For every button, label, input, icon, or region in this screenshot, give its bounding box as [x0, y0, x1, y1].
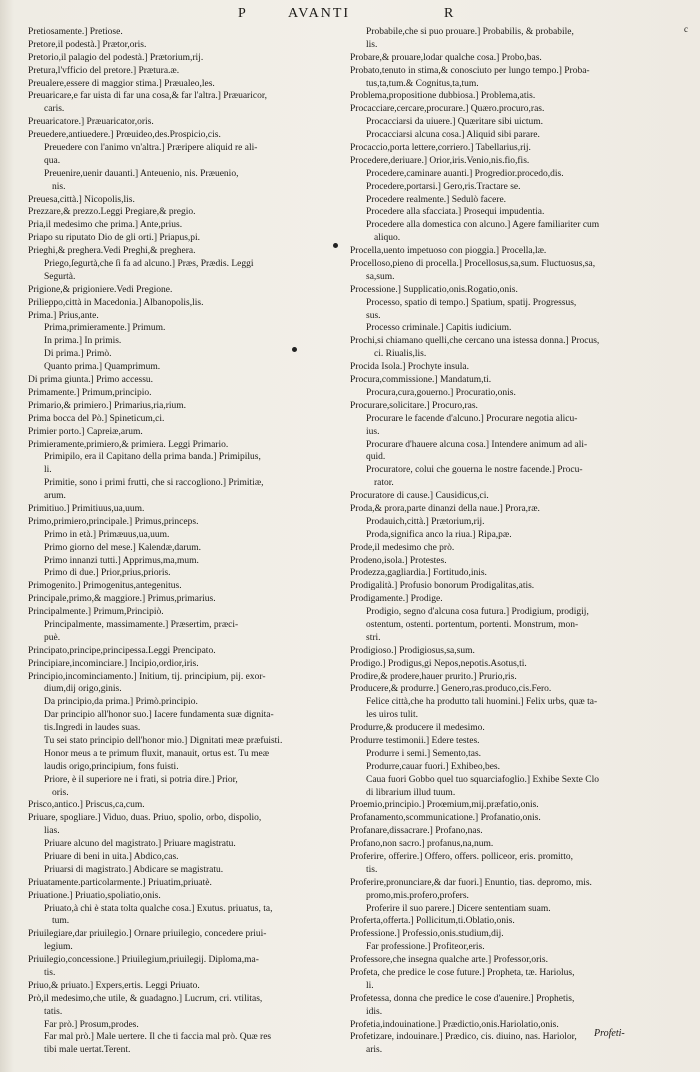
dictionary-entry-line: Procelloso,pieno di procella.] Procellosus,sa,sum. Fluctuosus,sa,: [350, 259, 596, 270]
dictionary-entry-line: Processo, spatio di tempo.] Spatium, spatij. Progressus,: [366, 297, 577, 308]
dictionary-entry-line: Primipilo, era il Capitano della prima banda.] Primipilus,: [44, 452, 261, 463]
dictionary-entry-line: oris.: [52, 787, 69, 798]
dictionary-entry-line: Profeta, che predice le cose future.] Propheta, tæ. Hariolus,: [350, 968, 575, 979]
dictionary-entry-line: ostentum, ostenti. portentum, portenti. Monstrum, mon-: [366, 619, 579, 630]
dictionary-entry-line: li.: [44, 465, 52, 476]
dictionary-entry-line: Profanare,dissacrare.] Profano,nas.: [350, 826, 483, 837]
dictionary-entry-line: Priuatamente.particolarmente.] Priuatim,priuatè.: [28, 877, 212, 888]
dictionary-entry-line: dium,dij origo,ginis.: [44, 684, 122, 695]
header-corner-mark: c: [684, 24, 690, 34]
dictionary-entry-line: Procedere,portarsi.] Gero,ris.Tractare se.: [366, 181, 521, 192]
dictionary-entry-line: Priore, è il superiore ne i frati, si potria dire.] Prior,: [44, 774, 238, 785]
right-column: [350, 26, 682, 1066]
dictionary-entry-line: Procaccio,porta lettere,corriero.] Tabellarius,rij.: [350, 143, 531, 154]
dictionary-entry-line: legium.: [44, 942, 73, 953]
dictionary-entry-line: ius.: [366, 426, 380, 437]
dictionary-entry-line: Primo innanzi tutti.] Apprimus,ma,mum.: [44, 555, 199, 566]
dictionary-entry-line: qua.: [44, 155, 61, 166]
dictionary-entry-line: Procacciarsi da uiuere.] Quæritare sibi uictum.: [366, 117, 544, 128]
dictionary-entry-line: tis.: [366, 864, 378, 875]
header-letter-right: R: [444, 6, 456, 21]
dictionary-entry-line: Priuare, spogliare.] Viduo, duas. Priuo, spolio, orbo, dispolio,: [28, 813, 262, 824]
dictionary-entry-line: Prilieppo,città in Macedonia.] Albanopolis,lis.: [28, 297, 204, 308]
dictionary-entry-line: Procurare,solicitare.] Procuro,ras.: [350, 400, 478, 411]
dictionary-entry-line: Produrre i semi.] Semento,tas.: [366, 748, 482, 759]
dictionary-entry-line: Prezzare,& prezzo.Leggi Pregiare,& pregio.: [28, 207, 196, 218]
dictionary-entry-line: tis.Ingredi in laudes suas.: [44, 723, 141, 734]
dictionary-entry-line: Probato,tenuto in stima,& conosciuto per lungo tempo.] Proba-: [350, 65, 590, 76]
header-title: AVANTI: [288, 6, 351, 21]
dictionary-entry-line: Primario,& primiero.] Primarius,ria,rium.: [28, 400, 187, 411]
dictionary-entry-line: Professione.] Professio,onis.studium,dij.: [350, 929, 504, 940]
dictionary-entry-line: Pretura,l'vfficio del pretore.] Prætura.æ.: [28, 65, 180, 76]
dictionary-entry-line: Procurare d'hauere alcuna cosa.] Intendere animum ad ali-: [366, 439, 588, 450]
dictionary-entry-line: Probare,& prouare,lodar qualche cosa.] Probo,bas.: [350, 52, 542, 63]
dictionary-entry-line: Primo giorno del mese.] Kalendæ,darum.: [44, 542, 201, 553]
dictionary-entry-line: Procedere,deriuare.] Orior,iris.Venio,nis.fio,fis.: [350, 155, 530, 166]
dictionary-entry-line: Professore,che insegna qualche arte.] Professor,oris.: [350, 955, 548, 966]
dictionary-entry-line: Far prò.] Prosum,prodes.: [44, 1019, 139, 1030]
dictionary-entry-line: Principato,principe,principessa.Leggi Prencipato.: [28, 645, 216, 656]
dictionary-entry-line: tis.: [44, 968, 56, 979]
dictionary-entry-line: Procella,uento impetuoso con pioggia.] Procella,læ.: [350, 246, 547, 257]
dictionary-entry-line: Prodigio, segno d'alcuna cosa futura.] Prodigium, prodigij,: [366, 607, 589, 618]
dictionary-entry-line: laudis origo,principium, fons fuisti.: [44, 761, 179, 772]
dictionary-entry-line: promo,mis.profero,profers.: [366, 890, 469, 901]
dictionary-entry-line: quid.: [366, 452, 386, 463]
dictionary-entry-line: Procuratore, colui che gouerna le nostre facende.] Procu-: [366, 465, 583, 476]
dictionary-entry-line: Prodezza,gagliardia.] Fortitudo,inis.: [350, 568, 487, 579]
dictionary-entry-line: rator.: [374, 478, 394, 489]
dictionary-entry-line: Priuato,à chi è stata tolta qualche cosa.] Exutus. priuatus, ta,: [44, 903, 273, 914]
dictionary-entry-line: Produrre testimonii.] Edere testes.: [350, 735, 480, 746]
dictionary-entry-line: Procurare le facende d'alcuno.] Procurare negotia alicu-: [366, 413, 578, 424]
dictionary-entry-line: Profetizare, indouinare.] Prædico, cis. diuino, nas. Hariolor,: [350, 1032, 577, 1043]
dictionary-entry-line: Di prima.] Primò.: [44, 349, 112, 360]
dictionary-entry-line: tus,ta,tum.& Cognitus,ta,tum.: [366, 78, 479, 89]
dictionary-entry-line: lias.: [44, 826, 60, 837]
dictionary-entry-line: Honor meus a te primum fluxit, manauit, ortus est. Tu meæ: [44, 748, 270, 759]
dictionary-entry-line: Priego,ſegurtà,che ſi fa ad alcuno.] Præs, Prædis. Leggi: [44, 259, 254, 270]
dictionary-entry-line: arum.: [44, 491, 66, 502]
dictionary-entry-line: Procedere,caminare auanti.] Progredior.procedo,dis.: [366, 168, 564, 179]
dictionary-entry-line: Prode,il medesimo che prò.: [350, 542, 455, 553]
dictionary-entry-line: Principalmente, massimamente.] Præsertim, præci-: [44, 619, 239, 630]
dictionary-entry-line: Primo di due.] Prior,prius,prioris.: [44, 568, 171, 579]
dictionary-entry-line: Primieramente,primiero,& primiera. Leggi Primario.: [28, 439, 229, 450]
dictionary-entry-line: Prò,il medesimo,che utile, & guadagno.] Lucrum, cri. vtilitas,: [28, 993, 263, 1004]
catchword: Profeti-: [594, 1028, 625, 1039]
dictionary-entry-line: Principalmente.] Primum,Principiò.: [28, 607, 164, 618]
dictionary-entry-line: Profanamento,scommunicatione.] Profanatio,onis.: [350, 813, 541, 824]
dictionary-entry-line: Profetia,indouinatione.] Prædictio,onis.Hariolatio,onis.: [350, 1019, 559, 1030]
dictionary-entry-line: Pretiosamente.] Pretiose.: [28, 27, 123, 37]
dictionary-entry-line: Principio,incominciamento.] Initium, tij. principium, pij. exor-: [28, 671, 266, 682]
dictionary-entry-line: Preuedere con l'animo vn'altra.] Præripere aliquid re ali-: [44, 143, 258, 154]
dictionary-entry-line: Priuatione.] Priuatio,spoliatio,onis.: [28, 890, 161, 901]
dictionary-entry-line: li.: [366, 980, 374, 991]
dictionary-entry-line: Procida Isola.] Prochyte insula.: [350, 362, 469, 373]
dictionary-entry-line: Priuo,& priuato.] Expers,ertis. Leggi Priuato.: [28, 980, 200, 991]
dictionary-entry-line: Procedere alla sfacciata.] Prosequi impudentia.: [366, 207, 545, 218]
dictionary-entry-line: Preuenire,uenir dauanti.] Anteuenio, nis. Præuenio,: [44, 168, 239, 179]
dictionary-entry-line: tibi male uertat.Terent.: [44, 1045, 131, 1056]
dictionary-entry-line: Prima.] Prius,ante.: [28, 310, 99, 321]
dictionary-entry-line: Priuare alcuno del magistrato.] Priuare magistratu.: [44, 839, 236, 850]
dictionary-entry-line: tatis.: [44, 1006, 63, 1017]
dictionary-entry-line: Prigione,& prigioniere.Vedi Pregione.: [28, 284, 173, 295]
dictionary-entry-line: Felice città,che ha produtto tali huomini.] Felix urbs, quæ ta-: [366, 697, 598, 708]
dictionary-entry-line: Far professione.] Profiteor,eris.: [366, 942, 485, 953]
dictionary-entry-line: Proda,& prora,parte dinanzi della naue.] Prora,ræ.: [350, 503, 540, 514]
dictionary-entry-line: Prodeno,isola.] Protestes.: [350, 555, 447, 566]
dictionary-entry-line: Principiare,incominciare.] Incipio,ordior,iris.: [28, 658, 199, 669]
header-letter-left: P: [238, 6, 248, 21]
dictionary-entry-line: Procuratore di cause.] Causidicus,ci.: [350, 491, 489, 502]
dictionary-entry-line: Procacciare,cercare,procurare.] Quæro.procuro,ras.: [350, 104, 545, 115]
dictionary-entry-line: Primogenito.] Primogenitus,antegenitus.: [28, 581, 182, 592]
dictionary-entry-line: puè.: [44, 632, 61, 643]
dictionary-entry-line: Primitie, sono i primi frutti, che si raccogliono.] Primitiæ,: [44, 478, 264, 489]
dictionary-entry-line: ci. Riualis,lis.: [374, 349, 427, 360]
dictionary-entry-line: Principale,primo,& maggiore.] Primus,primarius.: [28, 594, 216, 605]
dictionary-entry-line: aris.: [366, 1045, 383, 1056]
dictionary-entry-line: Problema,propositione dubbiosa.] Problema,atis.: [350, 91, 536, 102]
dictionary-entry-line: Prieghi,& preghera.Vedi Preghi,& preghera.: [28, 246, 196, 257]
dictionary-entry-line: Prima,primieramente.] Primum.: [44, 323, 166, 334]
ink-dot: [333, 243, 338, 248]
dictionary-entry-line: Procedere realmente.] Sedulò facere.: [366, 194, 507, 205]
dictionary-entry-line: stri.: [366, 632, 381, 643]
dictionary-entry-line: Far mal prò.] Male uertere. Il che ti faccia mal prò. Quæ res: [44, 1032, 272, 1043]
dictionary-entry-line: Tu sei stato principio dell'honor mio.] Dignitati meæ præfuisti.: [44, 735, 283, 746]
dictionary-entry-line: Priapo su riputato Dio de gli orti.] Priapus,pi.: [28, 233, 201, 244]
dictionary-entry-line: Prima bocca del Pò.] Spineticum,ci.: [28, 413, 165, 424]
dictionary-entry-line: Profano,non sacro.] profanus,na,num.: [350, 839, 494, 850]
dictionary-entry-line: Proferire, offerire.] Offero, offers. polliceor, eris. promitto,: [350, 852, 574, 862]
dictionary-entry-line: Profetessa, donna che predice le cose d'auenire.] Prophetis,: [350, 993, 575, 1004]
dictionary-entry-line: Proferire il suo parere.] Dicere sententiam suam.: [366, 903, 551, 914]
dictionary-entry-line: Primier porto.] Capreiæ,arum.: [28, 426, 143, 437]
dictionary-entry-line: aliquo.: [374, 233, 401, 244]
dictionary-entry-line: Processione.] Supplicatio,onis.Rogatio,onis.: [350, 284, 518, 295]
dictionary-entry-line: Di prima giunta.] Primo accessu.: [28, 375, 154, 386]
dictionary-entry-line: di librarium illud tuum.: [366, 787, 456, 798]
dictionary-entry-line: Prodigioso.] Prodigiosus,sa,sum.: [350, 645, 475, 656]
dictionary-entry-line: Proda,significa anco la riua.] Ripa,pæ.: [366, 529, 512, 540]
dictionary-entry-line: Proemio,principio.] Proœmium,mij.præfatio,onis.: [350, 800, 539, 811]
dictionary-entry-line: caris.: [44, 104, 65, 115]
dictionary-entry-line: Segurtà.: [44, 271, 76, 282]
dictionary-entry-line: Preuedere,antiuedere.] Prœuideo,des.Prospicio,cis.: [28, 130, 221, 141]
dictionary-entry-line: nis.: [52, 181, 66, 192]
dictionary-entry-line: Procedere alla domestica con alcuno.] Agere familiariter cum: [366, 220, 600, 231]
dictionary-entry-line: Prodigo.] Prodigus,gi Nepos,nepotis.Asotus,ti.: [350, 658, 527, 669]
dictionary-entry-line: sa,sum.: [366, 271, 395, 282]
dictionary-entry-line: Prodigalità.] Profusio bonorum Prodigalitas,atis.: [350, 581, 535, 592]
dictionary-entry-line: idis.: [366, 1006, 383, 1017]
dictionary-entry-line: Produrre,cauar fuori.] Exhibeo,bes.: [366, 761, 501, 772]
dictionary-entry-line: sus.: [366, 310, 381, 321]
dictionary-entry-line: Preuaricatore.] Præuaricator,oris.: [28, 117, 154, 128]
dictionary-entry-line: Primamente.] Primum,principio.: [28, 387, 152, 398]
dictionary-entry-line: Probabile,che si puo prouare.] Probabilis, & probabile,: [366, 27, 574, 37]
dictionary-entry-line: Preuaricare,e far uista di far una cosa,& far l'altra.] Præuaricor,: [28, 91, 267, 102]
dictionary-entry-line: Prochi,si chiamano quelli,che cercano una istessa donna.] Procus,: [350, 336, 600, 347]
dictionary-entry-line: Primo in età.] Primæuus,ua,uum.: [44, 529, 170, 540]
dictionary-entry-line: Primitiuo.] Primitiuus,ua,uum.: [28, 503, 145, 514]
dictionary-entry-line: tum.: [52, 916, 70, 927]
dictionary-entry-line: Produrre,& producere il medesimo.: [350, 723, 485, 734]
dictionary-entry-line: Prisco,antico.] Priscus,ca,cum.: [28, 800, 145, 811]
dictionary-entry-line: Priuare di beni in uita.] Abdico,cas.: [44, 852, 179, 862]
dictionary-entry-line: Procura,cura,gouerno.] Procuratio,onis.: [366, 387, 516, 398]
dictionary-entry-line: Priuarsi di magistrato.] Abdicare se magistratu.: [44, 864, 224, 875]
ink-dot: [292, 347, 297, 352]
dictionary-entry-line: Dar principio all'honor suo.] Iacere fundamenta suæ dignita-: [44, 710, 274, 721]
dictionary-entry-line: Pretorio,il palagio del podestà.] Prætorium,rij.: [28, 52, 204, 63]
dictionary-entry-line: Preualere,essere di maggior stima.] Præualeo,les.: [28, 78, 215, 89]
dictionary-entry-line: Primo,primiero,principale.] Primus,princeps.: [28, 516, 199, 527]
dictionary-entry-line: Da principio,da prima.] Primò.principio.: [44, 697, 198, 708]
dictionary-entry-line: Pria,il medesimo che prima.] Ante,prius.: [28, 220, 183, 231]
dictionary-entry-line: Pretore,il podestà.] Prætor,oris.: [28, 39, 147, 50]
dictionary-entry-line: Caua fuori Gobbo quel tuo squarciafoglio.] Exhibe Sexte Clo: [366, 774, 599, 785]
dictionary-entry-line: Prodire,& prodere,hauer prurito.] Prurio,ris.: [350, 671, 517, 682]
dictionary-entry-line: Producere,& produrre.] Genero,ras.produco,cis.Fero.: [350, 684, 552, 695]
dictionary-entry-line: Quanto prima.] Quamprimum.: [44, 362, 161, 373]
dictionary-entry-line: Proferta,offerta.] Pollicitum,ti.Oblatio,onis.: [350, 916, 515, 927]
left-column: [28, 26, 348, 1066]
dictionary-entry-line: Procacciarsi alcuna cosa.] Aliquid sibi parare.: [366, 130, 540, 141]
dictionary-entry-line: Priuilegio,concessione.] Priuilegium,priuilegij. Diploma,ma-: [28, 955, 259, 966]
dictionary-entry-line: Prodigamente.] Prodige.: [350, 594, 443, 605]
dictionary-entry-line: Processo criminale.] Capitis iudicium.: [366, 323, 512, 334]
dictionary-entry-line: les uiros tulit.: [366, 710, 418, 721]
dictionary-entry-line: Procura,commissione.] Mandatum,ti.: [350, 375, 492, 386]
dictionary-entry-line: lis.: [366, 39, 378, 50]
dictionary-entry-line: Preuesa,città.] Nicopolis,lis.: [28, 194, 135, 205]
dictionary-entry-line: Proferire,pronunciare,& dar fuori.] Enuntio, tias. depromo, mis.: [350, 877, 592, 888]
dictionary-entry-line: Priuilegiare,dar priuilegio.] Ornare priuilegio, concedere priui-: [28, 929, 267, 940]
dictionary-entry-line: In prima.] In primis.: [44, 336, 122, 347]
dictionary-entry-line: Prodauich,città.] Prætorium,rij.: [366, 516, 485, 527]
